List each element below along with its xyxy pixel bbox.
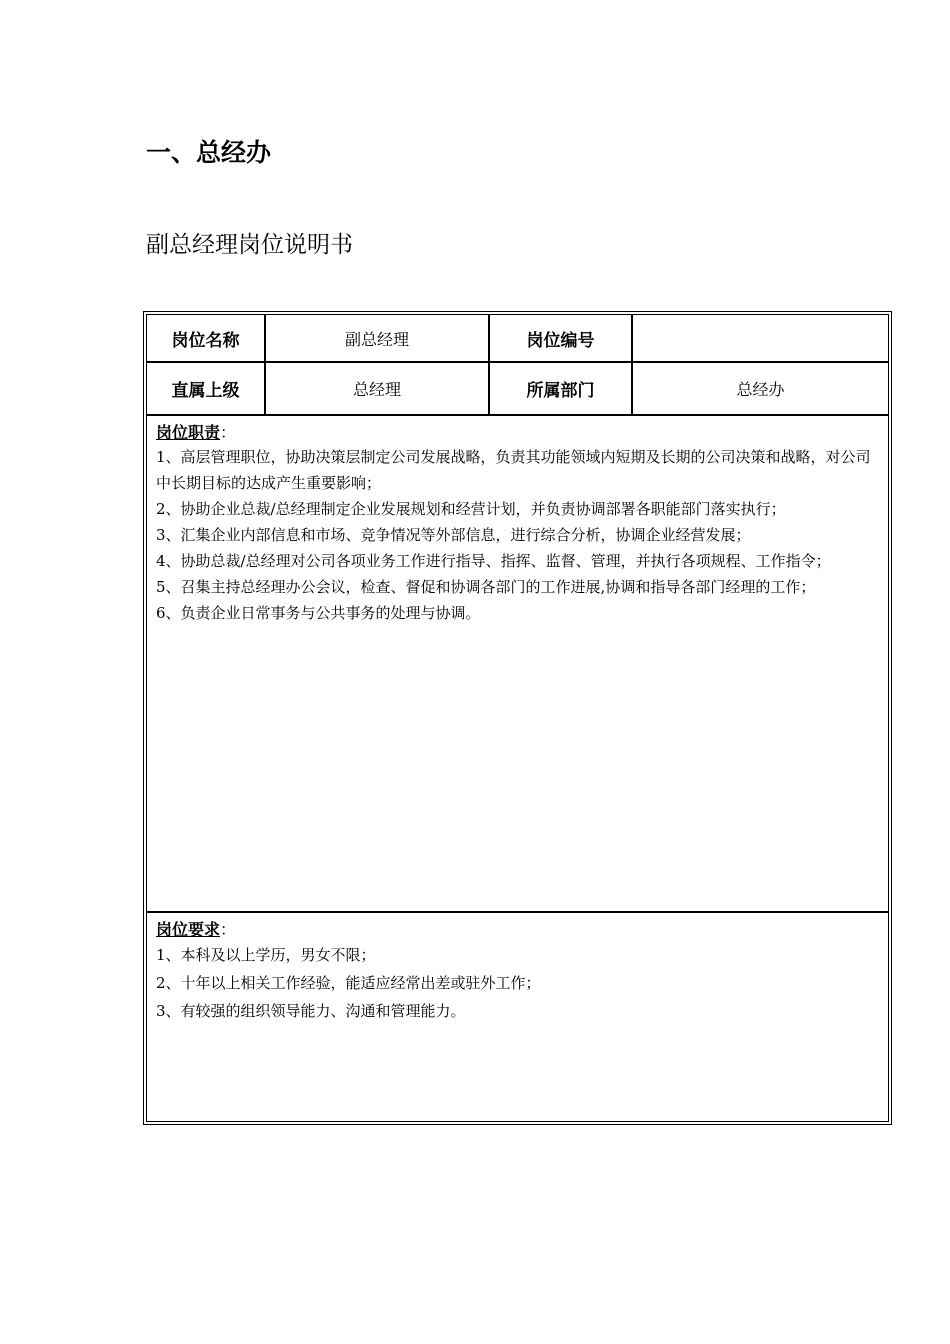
duties-title-colon: ：: [220, 423, 237, 442]
duty-item: 3、汇集企业内部信息和市场、竞争情况等外部信息，进行综合分析，协调企业经营发展；: [156, 526, 751, 544]
direct-superior-value: 总经理: [265, 362, 489, 415]
requirements-title-colon: ：: [220, 920, 237, 939]
direct-superior-label: 直属上级: [146, 362, 265, 415]
duty-item: 5、召集主持总经理办公会议，检查、督促和协调各部门的工作进展,协调和指导各部门经理的工作；: [156, 578, 816, 596]
section-heading: 一、总经办: [146, 138, 272, 167]
duty-item: 6、负责企业日常事务与公共事务的处理与协调。: [156, 604, 481, 622]
duties-list: [156, 444, 882, 626]
duty-item: 1、高层管理职位，协助决策层制定公司发展战略，负责其功能领域内短期及长期的公司决策和战略，对公司中长期目标的达成产生重要影响；: [156, 448, 871, 492]
department-value: 总经办: [632, 362, 889, 415]
requirements-title: [156, 919, 882, 941]
duties-title: [156, 422, 882, 444]
job-description-form: [143, 311, 892, 1125]
requirement-item: 3、有较强的组织领导能力、沟通和管理能力。: [156, 1002, 466, 1020]
requirements-section: [146, 912, 889, 1122]
requirement-item: 1、本科及以上学历，男女不限；: [156, 946, 376, 964]
requirements-title-text: 岗位要求: [156, 920, 221, 939]
duty-item: 4、协助总裁/总经理对公司各项业务工作进行指导、指挥、监督、管理，并执行各项规程、工作指令；: [156, 552, 831, 570]
duties-title-text: 岗位职责: [156, 423, 221, 442]
position-code-label: 岗位编号: [489, 314, 632, 362]
position-name-value: 副总经理: [265, 314, 489, 362]
requirements-list: [156, 941, 882, 1025]
position-code-value: [632, 314, 889, 362]
document-title: 副总经理岗位说明书: [146, 232, 353, 258]
requirement-item: 2、十年以上相关工作经验，能适应经常出差或驻外工作；: [156, 974, 541, 992]
duty-item: 2、协助企业总裁/总经理制定企业发展规划和经营计划，并负责协调部署各职能部门落实执行；: [156, 500, 786, 518]
duties-section: [146, 415, 889, 912]
department-label: 所属部门: [489, 362, 632, 415]
position-name-label: 岗位名称: [146, 314, 265, 362]
